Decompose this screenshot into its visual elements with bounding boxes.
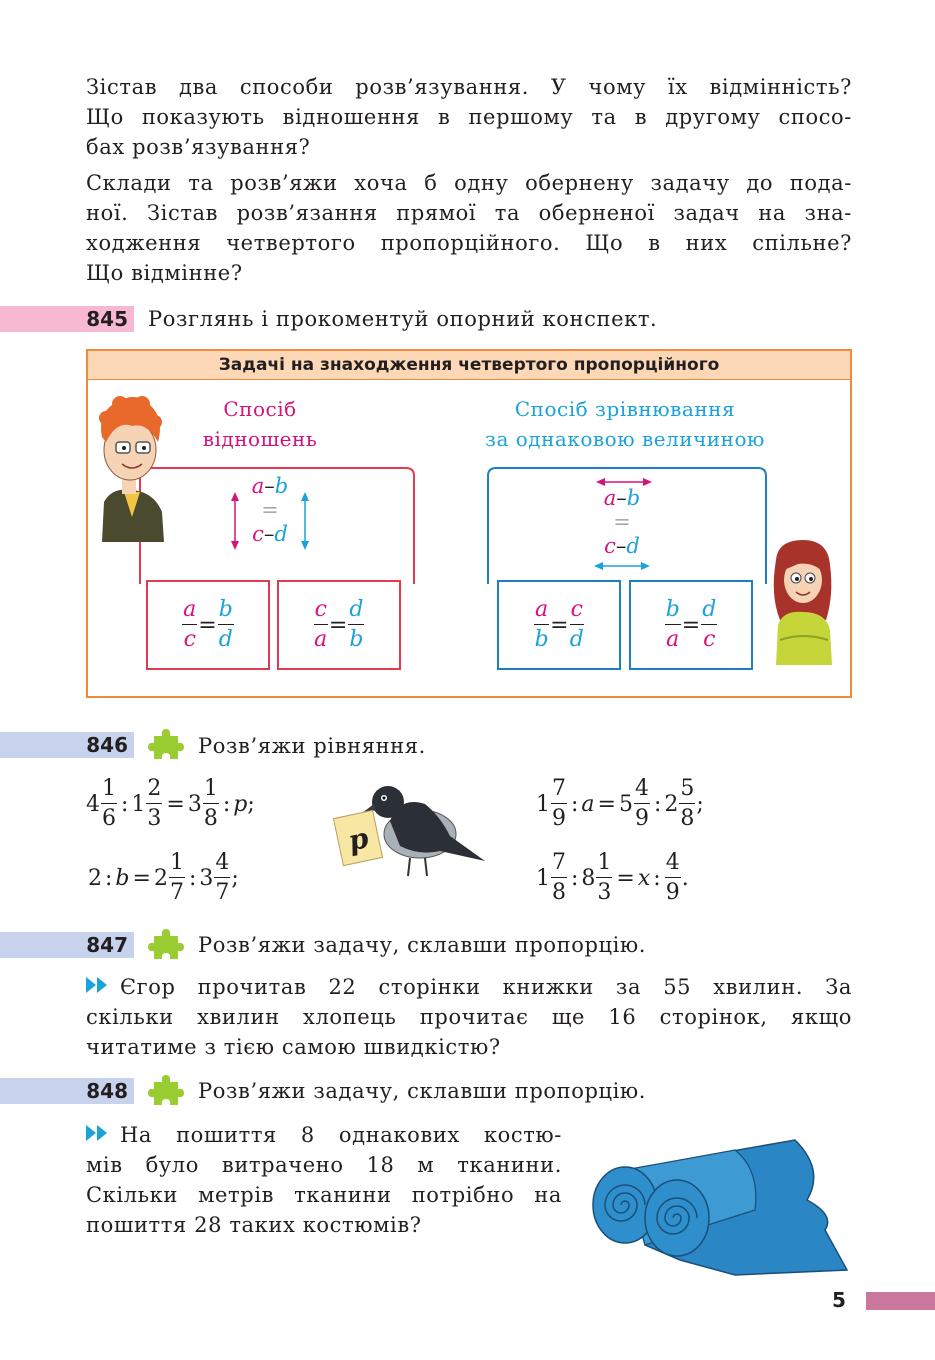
- numerator: 4: [634, 775, 650, 804]
- dash: –: [616, 486, 627, 510]
- crow-illustration: [330, 776, 490, 886]
- denominator: d: [218, 626, 233, 652]
- numerator: d: [701, 596, 717, 625]
- denominator: 8: [203, 805, 218, 831]
- denominator: c: [183, 626, 196, 652]
- variable: x: [637, 865, 651, 891]
- intro-paragraph-1: [86, 72, 852, 162]
- heading-line: Спосіб: [223, 397, 297, 421]
- whole-part: 2: [88, 865, 102, 891]
- whole-part: 1: [131, 791, 146, 817]
- denominator: a: [314, 626, 328, 652]
- task-846-instruction: Розв’яжи рівняння.: [198, 734, 426, 758]
- equals: =: [681, 612, 701, 638]
- var-d: d: [274, 522, 288, 546]
- dash: –: [615, 534, 627, 558]
- page-number: 5: [832, 1288, 846, 1312]
- numerator: 1: [101, 775, 117, 804]
- numerator: 1: [596, 849, 612, 878]
- denominator: 7: [215, 879, 230, 905]
- equals: =: [613, 510, 631, 534]
- denominator: d: [569, 626, 584, 652]
- task-number: 847: [86, 933, 128, 957]
- proportion-box-4: [629, 580, 753, 670]
- text-line: ходження четвертого пропорційного. Що в них спільне?: [86, 231, 852, 255]
- whole-part: 8: [581, 865, 596, 891]
- equation-1: 4 $\frac{1}{6}$ : 1 $\frac{2}{3}$ = 3 $\frac{1}{8}$ : p ;: [86, 772, 255, 836]
- footer-bar: [866, 1292, 935, 1310]
- text-line: пошиття 28 таких костюмів?: [86, 1213, 422, 1237]
- denominator: b: [534, 626, 549, 652]
- denominator: 6: [102, 805, 116, 831]
- equation-4: 1 $\frac{7}{8}$ : 8 $\frac{1}{3}$ = x : $\frac{4}{9}$ .: [536, 846, 689, 910]
- denominator: 9: [665, 879, 680, 905]
- whole-part: 1: [536, 791, 550, 817]
- text-line: ної. Зістав розв’язання прямої та оберненої задач на зна-: [86, 201, 852, 225]
- denominator: 8: [680, 805, 695, 831]
- equals: =: [550, 612, 569, 638]
- equals: =: [261, 498, 279, 522]
- text-line: Що показують відношення в першому та в другому спосо-: [86, 105, 852, 129]
- var-a: a: [603, 486, 617, 510]
- denominator: 3: [147, 805, 162, 831]
- numerator: 2: [146, 775, 162, 804]
- text-line: читатиме з тією самою швидкістю?: [86, 1035, 501, 1059]
- whole-part: 5: [618, 791, 633, 817]
- equals: =: [328, 612, 348, 638]
- numerator: a: [534, 596, 549, 625]
- equation-2: 1 $\frac{7}{9}$ : a = 5 $\frac{4}{9}$ : 2 $\frac{5}{8}$ ;: [536, 772, 704, 836]
- puzzle-icon: [146, 926, 186, 964]
- intro-paragraph-2: [86, 168, 852, 288]
- denominator: c: [703, 626, 716, 652]
- heading-line: за однаковою величиною: [485, 427, 765, 451]
- whole-part: 4: [86, 791, 100, 817]
- denominator: b: [349, 626, 364, 652]
- denominator: a: [666, 626, 680, 652]
- right-ratio-diagram: [582, 486, 662, 558]
- puzzle-icon: [146, 1072, 186, 1110]
- var-c: c: [252, 522, 264, 546]
- numerator: b: [218, 596, 234, 625]
- proportion-box-3: [497, 580, 621, 670]
- numerator: 7: [551, 849, 567, 878]
- denominator: 7: [169, 879, 184, 905]
- text-line: Що відмінне?: [86, 261, 243, 285]
- equals: =: [198, 612, 217, 638]
- variable: p: [233, 791, 248, 817]
- text-line: бах розв’язування?: [86, 135, 311, 159]
- task-848-problem: [86, 1120, 562, 1240]
- numerator: 4: [214, 849, 230, 878]
- var-b: b: [274, 474, 289, 498]
- whole-part: 1: [536, 865, 550, 891]
- numerator: a: [182, 596, 197, 625]
- denominator: 3: [597, 879, 612, 905]
- numerator: 1: [203, 775, 219, 804]
- text-line: Зістав два способи розв’язування. У чому їх відмінність?: [86, 75, 852, 99]
- var-c: c: [604, 534, 616, 558]
- text-line: Єгор прочитав 22 сторінки книжки за 55 хвилин. За: [120, 975, 852, 999]
- text-line: Скільки метрів тканини потрібно на: [86, 1183, 562, 1207]
- boy-character: [92, 392, 172, 542]
- fabric-rolls-illustration: [585, 1110, 855, 1280]
- whole-part: 3: [187, 791, 202, 817]
- summary-title: Задачі на знаходження четвертого пропорційного: [88, 351, 850, 380]
- proportion-box-2: [277, 580, 401, 670]
- right-method-heading: [450, 394, 800, 454]
- proportion-box-1: [146, 580, 270, 670]
- left-ratio-diagram: [230, 474, 310, 546]
- whole-part: 2: [664, 791, 679, 817]
- denominator: 8: [552, 879, 566, 905]
- numerator: b: [665, 596, 681, 625]
- variable: a: [581, 791, 595, 817]
- task-number: 846: [86, 733, 128, 757]
- var-d: d: [626, 534, 640, 558]
- dash: –: [264, 474, 275, 498]
- numerator: c: [314, 596, 328, 625]
- whole-part: 2: [153, 865, 168, 891]
- numerator: 5: [679, 775, 695, 804]
- numerator: c: [570, 596, 584, 625]
- numerator: 4: [665, 849, 681, 878]
- denominator: 9: [634, 805, 649, 831]
- variable: b: [115, 865, 130, 891]
- task-number: 848: [86, 1079, 128, 1103]
- task-848-instruction: Розв’яжи задачу, склавши пропорцію.: [198, 1079, 647, 1103]
- heading-line: Спосіб зрівнювання: [514, 397, 736, 421]
- equation-3: 2 : b = 2 $\frac{1}{7}$ : 3 $\frac{4}{7}$ ;: [88, 846, 239, 910]
- text-line: скільки хвилин хлопець прочитає ще 16 сторінок, якщо: [86, 1005, 852, 1029]
- task-number: 845: [86, 307, 128, 331]
- task-847-problem: [86, 972, 852, 1062]
- text-line: Склади та розв’яжи хоча б одну обернену задачу до пода-: [86, 171, 852, 195]
- var-b: b: [626, 486, 641, 510]
- dash: –: [263, 522, 275, 546]
- numerator: 1: [169, 849, 185, 878]
- left-method-heading: [170, 394, 350, 454]
- numerator: 7: [551, 775, 567, 804]
- puzzle-icon: [146, 726, 186, 764]
- whole-part: 3: [199, 865, 214, 891]
- task-847-instruction: Розв’яжи задачу, склавши пропорцію.: [198, 933, 647, 957]
- girl-character: [768, 540, 838, 665]
- denominator: 9: [552, 805, 566, 831]
- var-a: a: [251, 474, 265, 498]
- text-line: мів було витрачено 18 м тканини.: [86, 1153, 562, 1177]
- crow-card-letter: p: [345, 821, 372, 858]
- heading-line: відношень: [202, 427, 318, 451]
- text-line: На пошиття 8 однакових костю-: [120, 1123, 562, 1147]
- numerator: d: [348, 596, 364, 625]
- task-845-instruction: Розглянь і прокоментуй опорний конспект.: [148, 307, 658, 331]
